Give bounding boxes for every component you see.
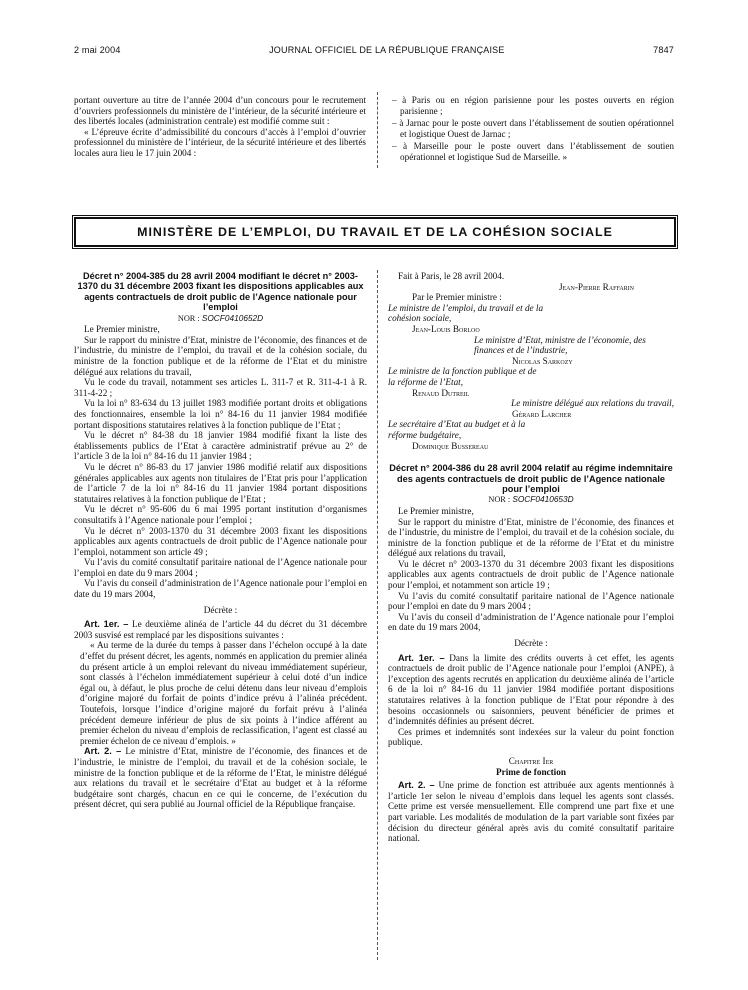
visa: Vu le décret n° 95-606 du 6 mai 1995 portant institution d’organismes consultatifs à l’Agence nationale pour l’emploi ; bbox=[74, 504, 367, 525]
visa: Vu le décret n° 2003-1370 du 31 décembre 2003 fixant les dispositions applicables aux agents contractuels de droit public de l’Agence nationale pour l’emploi, et notamment son article 19 ; bbox=[388, 558, 674, 591]
decree-386-column bbox=[388, 271, 674, 844]
decree-title: Décret n° 2004-386 du 28 avril 2004 relatif au régime indemnitaire des agents contractuels de droit public de l’Agence nationale pour l’emploi bbox=[389, 463, 673, 494]
continuation-quote: « L’épreuve écrite d’admissibilité du concours d’accès à l’emploi d’ouvrier professionnel du ministère de l’intérieur, de la sécurité intérieure et des libertés locales aura lieu le 17 juin 2004 : bbox=[74, 126, 366, 158]
decree-385-column bbox=[74, 271, 367, 810]
signature-name: Jean-Pierre Raffarin bbox=[558, 281, 634, 292]
top-left-column bbox=[74, 95, 366, 159]
signature-name: Renaud Dutreil bbox=[412, 387, 470, 398]
list-item: – à Paris ou en région parisienne pour les postes ouverts en région parisienne ; bbox=[392, 95, 674, 116]
header-date: 2 mai 2004 bbox=[74, 45, 121, 55]
ministry-heading: MINISTÈRE DE L’EMPLOI, DU TRAVAIL ET DE LA COHÉSION SOCIALE bbox=[74, 217, 676, 247]
top-right-column bbox=[388, 95, 674, 163]
decrete-heading: Décrète : bbox=[514, 638, 548, 649]
continuation-paragraph: portant ouverture au titre de l’année 2004 d’un concours pour le recrutement d’ouvriers professionnels du ministère de l’intérieur, de la sécurité intérieure et des libertés locales (administration centrale) est modifié comme suit : bbox=[74, 95, 366, 127]
visa: Vu l’avis du conseil d’administration de l’Agence nationale pour l’emploi en date du 19 mars 2004, bbox=[388, 611, 674, 633]
place-date: Fait à Paris, le 28 avril 2004. bbox=[398, 271, 505, 281]
visa: Vu le décret n° 86-83 du 17 janvier 1986 modifié relatif aux dispositions générales applicables aux agents non titulaires de l’Etat pris pour l’application de l’article 7 de la loi n° 84-16 du 11 janvier 1984 portant dispositions statutaires relatives à la fonction publique de l’Etat ; bbox=[74, 461, 367, 504]
nor-reference: NOR : SOCF0410652D bbox=[177, 312, 264, 323]
signatory-title: Le secrétaire d’Etat au budget et à la réforme budgétaire, bbox=[388, 419, 526, 440]
decrete-heading: Décrète : bbox=[203, 604, 238, 615]
chapter-heading: Chapitre Ier bbox=[508, 755, 554, 766]
visa: Vu l’avis du conseil d’administration de l’Agence nationale pour l’emploi en date du 19 mars 2004, bbox=[74, 578, 367, 600]
nor-reference: NOR : SOCF0410653D bbox=[488, 494, 574, 505]
article-1-quote: « Au terme de la durée du temps à passer dans l’échelon occupé à la date d’effet du présent décret, les agents, nommés en application du premier alinéa du présent article à un emploi relevant du niveau immédiatement supérieur, sont classés à l’échelon immédiatement supérieur à celui doté d’un indice égal ou, à défaut, le plus proche de celui détenu dans leur niveau d’emplois d’origine majoré du forfait de points d’indice prévu à l’alinéa précédent. Toutefois, lorsque l’indice d’origine majoré du forfait prévu à l’alinéa précédent demeure inférieur de plus de six points à l’indice afférent au premier échelon du niveau d’emplois de reclassification, l’agent est classé au premier échelon de ce niveau d’emplois. » bbox=[80, 640, 367, 746]
signatory-title: Le ministre de l’emploi, du travail et de la cohésion sociale, bbox=[388, 302, 544, 324]
by-premier-ministre: Par le Premier ministre : bbox=[412, 292, 502, 303]
signature-name: Jean-Louis Borloo bbox=[412, 323, 480, 334]
signatory-title: Le ministre de la fonction publique et de la réforme de l’Etat, bbox=[388, 366, 537, 387]
visa: Sur le rapport du ministre d’Etat, ministre de l’économie, des finances et de l’industrie, du ministre de l’emploi, du travail et de la cohésion sociale, du ministre de la fonction publique et de la réforme de l’Etat et du ministre délégué aux relations du travail, bbox=[74, 334, 367, 377]
article-1: Art. 1er. – Dans la limite des crédits ouverts à cet effet, les agents contractuels de droit public de l’Agence nationale pour l’emploi (ANPE), à l’exception des agents recrutés en application du deuxième alinéa de l’article 6 de la loi n° 84-16 du 11 janvier 1984 modifiée portant dispositions statutaires relatives à la fonction publique de l’Etat pour répondre à des besoins occasionnels ou saisonniers, peuvent bénéficier de primes et d’indemnités définies au présent décret. bbox=[388, 652, 675, 727]
visa: Vu le décret n° 2003-1370 du 31 décembre 2003 fixant les dispositions applicables aux agents contractuels de droit public de l’Agence nationale pour l’emploi, notamment son article 49 ; bbox=[74, 525, 367, 557]
signature-name: Dominique Bussereau bbox=[412, 440, 489, 451]
column-divider bbox=[377, 92, 378, 168]
visa: Vu l’avis du comité consultatif paritaire national de l’Agence nationale pour l’emploi en date du 9 mars 2004 ; bbox=[388, 590, 674, 612]
signatory-title: Le ministre d’Etat, ministre de l’économie, des finances et de l’industrie, bbox=[474, 334, 646, 356]
header-page-number: 7847 bbox=[653, 45, 674, 55]
column-divider bbox=[377, 270, 378, 960]
visa: Vu la loi n° 83-634 du 13 juillet 1983 modifiée portant droits et obligations des fonctionnaires, ensemble la loi n° 84-16 du 11 janvier 1984 modifiée portant dispositions statutaires relatives à la fonction publique de l’Etat ; bbox=[74, 398, 367, 430]
signature-name: Gérard Larcher bbox=[512, 408, 572, 419]
premier-ministre: Le Premier ministre, bbox=[84, 324, 160, 335]
signatory-title: Le ministre délégué aux relations du travail, bbox=[511, 398, 674, 409]
list-item: – à Marseille pour le poste ouvert dans l’établissement de soutien opérationnel et logistique Sud de Marseille. » bbox=[392, 141, 674, 162]
visa: Vu le décret n° 84-38 du 18 janvier 1984 modifié fixant la liste des établissements publics de l’Etat à caractère administratif prévue au 2° de l’article 3 de la loi n° 84-16 du 11 janvier 1984 ; bbox=[74, 430, 367, 462]
decree-title: Décret n° 2004-385 du 28 avril 2004 modifiant le décret n° 2003-1370 du 31 décembre 2003 fixant les dispositions applicables aux agents contractuels de droit public de l’Agence nationale pour l’emploi bbox=[77, 271, 364, 313]
header-journal-title: JOURNAL OFFICIEL DE LA RÉPUBLIQUE FRANÇAISE bbox=[269, 45, 505, 55]
list-item: – à Jarnac pour le poste ouvert dans l’établissement de soutien opérationnel et logistique Ouest de Jarnac ; bbox=[392, 118, 674, 139]
visa: Sur le rapport du ministre d’Etat, ministre de l’économie, des finances et de l’industrie, du ministre de l’emploi, du travail et de la cohésion sociale, du ministre de la fonction publique et de la réforme de l’Etat et du ministre délégué aux relations du travail, bbox=[388, 516, 674, 559]
visa: Vu l’avis du comité consultatif paritaire national de l’Agence nationale pour l’emploi en date du 9 mars 2004 ; bbox=[74, 557, 367, 578]
premier-ministre: Le Premier ministre, bbox=[398, 505, 474, 516]
visa: Vu le code du travail, notamment ses articles L. 311-7 et R. 311-4-1 à R. 311-4-22 ; bbox=[74, 377, 367, 398]
article-2: Art. 2. – Le ministre d’Etat, ministre de l’économie, des finances et de l’industrie, le ministre de l’emploi, du travail et de la cohésion sociale, le ministre de la fonction publique et de la réforme de l’Etat, le ministre délégué aux relations du travail et le secrétaire d’Etat au budget et à la réforme budgétaire sont chargés, chacun en ce qui le concerne, de l’exécution du présent décret, qui sera publié au Journal officiel de la République française. bbox=[74, 746, 368, 810]
chapter-title: Prime de fonction bbox=[496, 766, 566, 777]
article-2: Art. 2. – Une prime de fonction est attribuée aux agents mentionnés à l’article 1er selon le niveau d’emplois dans lequel les agents sont classés. Cette prime est versée mensuellement. Elle comprend une part fixe et une part variable. Les modalités de modulation de la part variable sont fixées par décision du directeur général après avis du comité consultatif paritaire national. bbox=[388, 780, 675, 844]
page-header bbox=[74, 45, 674, 59]
article-1-paragraph: Ces primes et indemnités sont indexées sur la valeur du point fonction publique. bbox=[388, 726, 674, 748]
article-1: Art. 1er. – Le deuxième alinéa de l’article 44 du décret du 31 décembre 2003 susvisé est remplacé par les dispositions suivantes : bbox=[74, 619, 367, 640]
signature-name: Nicolas Sarkozy bbox=[512, 355, 573, 366]
